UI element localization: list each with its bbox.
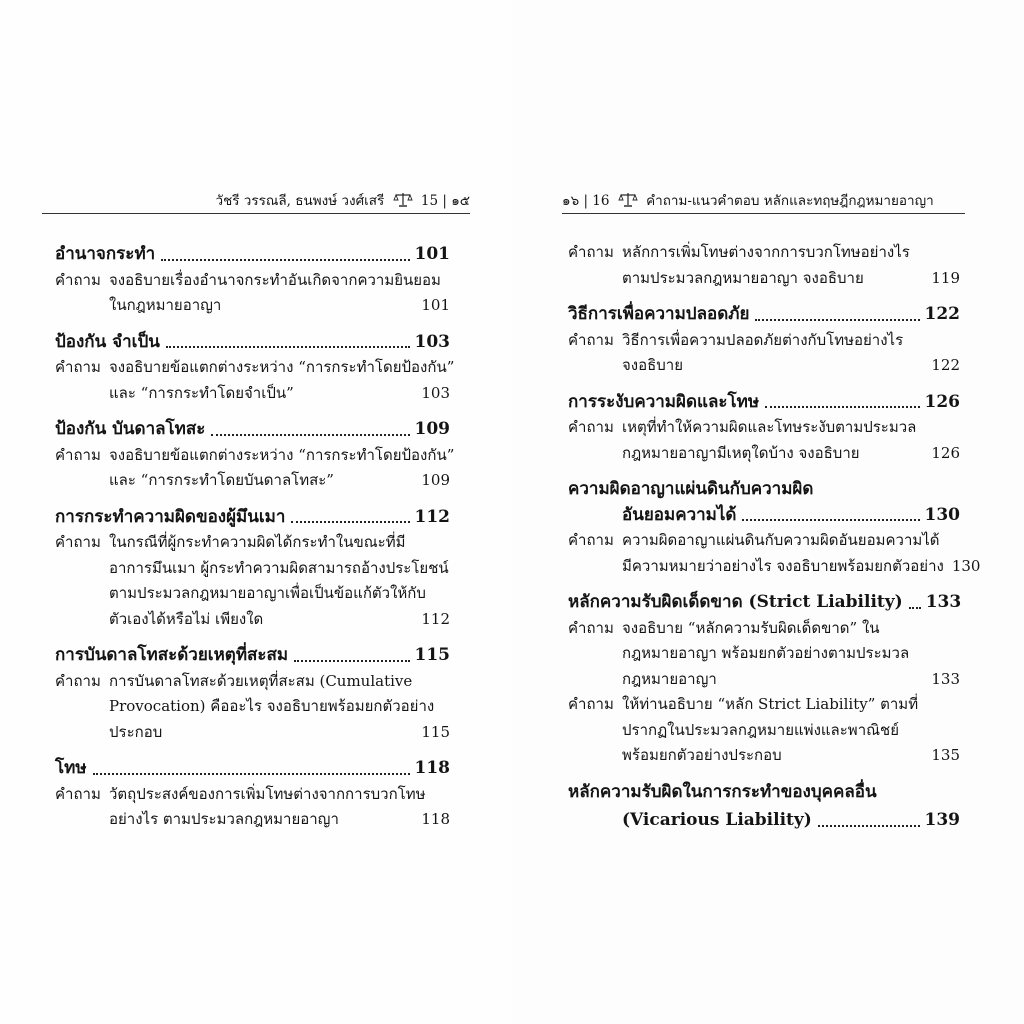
- toc-section: [55, 330, 455, 407]
- section-page-number: 122: [924, 304, 960, 324]
- toc-heading: [55, 330, 450, 356]
- question-last-line: [109, 381, 450, 407]
- question-entry: [55, 443, 455, 494]
- right-running-header: [562, 191, 965, 214]
- toc-heading: [55, 242, 450, 268]
- question-line: พร้อมยกตัวอย่างประกอบ: [622, 746, 782, 764]
- toc-heading: [568, 590, 960, 616]
- scales-of-justice-icon: [619, 192, 637, 207]
- question-page-number: 103: [421, 383, 450, 402]
- question-label: คำถาม: [55, 358, 101, 376]
- question-label: คำถาม: [568, 618, 614, 637]
- dot-leader: [755, 319, 919, 321]
- question-label: คำถาม: [568, 418, 614, 436]
- section-page-number: 139: [924, 810, 960, 830]
- section-page-number: 118: [414, 758, 450, 778]
- section-page-number: 101: [414, 244, 450, 264]
- question-entry: [568, 328, 960, 379]
- section-title: การบันดาลโทสะด้วยเหตุที่สะสม: [55, 645, 289, 665]
- dot-leader: [765, 406, 919, 408]
- question-entry: [55, 669, 450, 746]
- section-title: โทษ: [55, 758, 87, 778]
- question-label: คำถาม: [55, 445, 101, 464]
- section-page-number: 103: [414, 331, 450, 352]
- section-title: วิธีการเพื่อความปลอดภัย: [568, 304, 750, 324]
- section-title-continued: (Vicarious Liability): [622, 810, 812, 830]
- question-label: คำถาม: [55, 270, 101, 289]
- dot-leader: [294, 660, 409, 662]
- header-page-number: 15: [420, 193, 439, 209]
- toc-section: [55, 417, 455, 494]
- question-line: จงอธิบายเรื่องอำนาจกระทำอันเกิดจากความยินยอม: [109, 270, 441, 289]
- question-page-number: 101: [421, 296, 450, 314]
- toc-heading: [568, 503, 960, 529]
- question-line: กฎหมายอาญา พร้อมยกตัวอย่างตามประมวล: [622, 644, 910, 662]
- toc-section: [568, 390, 960, 467]
- toc-heading: [55, 505, 450, 531]
- question-label: คำถาม: [55, 671, 101, 690]
- question-line: วัตถุประสงค์ของการเพิ่มโทษต่างจากการบวกโทษ: [109, 784, 426, 803]
- toc-section: [568, 477, 981, 579]
- dot-leader: [161, 259, 409, 261]
- question-line: จงอธิบายข้อแตกต่างระหว่าง “การกระทำโดยป้องกัน”: [109, 445, 455, 464]
- header-page-number: 16: [592, 193, 610, 209]
- header-authors: วัชรี วรรณลี, ธนพงษ์ วงศ์เสรี: [215, 193, 385, 209]
- header-separator: |: [442, 193, 447, 209]
- question-last-line: [109, 807, 450, 833]
- question-line: ตัวเองได้หรือไม่ เพียงใด: [109, 609, 264, 628]
- question-last-line: [109, 468, 450, 494]
- question-page-number: 133: [931, 669, 960, 688]
- question-entry: [55, 782, 450, 833]
- question-entry: [55, 268, 450, 319]
- dot-leader: [211, 434, 409, 436]
- section-title: หลักความรับผิดในการกระทำของบุคคลอื่น: [568, 781, 877, 802]
- question-last-line: [622, 353, 960, 379]
- dot-leader: [742, 519, 919, 521]
- section-page-number: 112: [414, 506, 450, 527]
- toc-heading: [55, 756, 450, 782]
- question-entry: [568, 616, 960, 693]
- question-page-number: 122: [931, 356, 960, 374]
- question-last-line: [109, 293, 450, 319]
- section-page-number: 133: [925, 592, 962, 612]
- question-line: Provocation) คืออะไร จงอธิบายพร้อมยกตัวอย่าง: [109, 697, 435, 715]
- toc-heading: [568, 390, 960, 416]
- question-line: วิธีการเพื่อความปลอดภัยต่างกับโทษอย่างไร: [622, 330, 904, 349]
- toc-heading: [55, 417, 450, 443]
- section-title: หลักความรับผิดเด็ดขาด (Strict Liability): [568, 592, 903, 612]
- section-title: ป้องกัน บันดาลโทสะ: [55, 419, 206, 439]
- toc-heading: [568, 808, 960, 834]
- question-last-line: [622, 743, 960, 769]
- toc-section: [568, 302, 960, 379]
- question-line: จงอธิบาย “หลักความรับผิดเด็ดขาด” ใน: [622, 618, 880, 637]
- question-entry: [55, 355, 455, 406]
- question-entry: [568, 240, 960, 291]
- question-entry: [568, 528, 981, 579]
- question-label: คำถาม: [568, 695, 614, 713]
- question-entry: [55, 530, 450, 632]
- question-line: อย่างไร ตามประมวลกฎหมายอาญา: [109, 810, 339, 828]
- question-page-number: 118: [421, 810, 450, 828]
- question-line: และ “การกระทำโดยบันดาลโทสะ”: [109, 471, 334, 489]
- question-line: ในกรณีที่ผู้กระทำความผิดได้กระทำในขณะที่มี: [109, 533, 406, 551]
- question-line: กฎหมายอาญามีเหตุใดบ้าง จงอธิบาย: [622, 443, 860, 462]
- section-title: อำนาจกระทำ: [55, 244, 156, 264]
- question-last-line: [109, 607, 450, 633]
- toc-heading: [55, 643, 450, 669]
- toc-section: [55, 643, 450, 745]
- question-line: ในกฎหมายอาญา: [109, 296, 222, 314]
- question-label: คำถาม: [568, 531, 614, 549]
- question-label: คำถาม: [568, 243, 614, 261]
- question-last-line: [622, 266, 960, 292]
- toc-section: [55, 505, 450, 633]
- question-line: มีความหมายว่าอย่างไร จงอธิบายพร้อมยกตัวอย่าง: [622, 556, 944, 575]
- question-entry: [568, 415, 960, 466]
- toc-section: [55, 242, 450, 319]
- section-title: ป้องกัน จำเป็น: [55, 331, 160, 352]
- right-toc-column: [568, 240, 981, 834]
- dot-leader: [818, 825, 920, 827]
- question-page-number: 115: [421, 722, 450, 741]
- question-line: หลักการเพิ่มโทษต่างจากการบวกโทษอย่างไร: [622, 243, 910, 261]
- question-line: และ “การกระทำโดยจำเป็น”: [109, 383, 294, 402]
- question-line: จงอธิบาย: [622, 356, 684, 374]
- question-line: ปรากฏในประมวลกฎหมายแพ่งและพาณิชย์: [622, 720, 900, 739]
- question-line: ประกอบ: [109, 722, 163, 741]
- question-line: ให้ท่านอธิบาย “หลัก Strict Liability” ตามที่: [622, 695, 919, 713]
- question-page-number: 130: [951, 556, 981, 575]
- question-line: ความผิดอาญาแผ่นดินกับความผิดอันยอมความได้: [622, 531, 940, 549]
- dot-leader: [909, 607, 921, 609]
- question-last-line: [109, 720, 450, 746]
- question-line: เหตุที่ทำให้ความผิดและโทษระงับตามประมวล: [622, 418, 917, 436]
- question-page-number: 112: [421, 609, 450, 628]
- question-entry: [568, 692, 960, 769]
- left-toc-column: [55, 242, 455, 833]
- section-title-continued: อันยอมความได้: [622, 504, 737, 525]
- question-last-line: [622, 554, 981, 580]
- toc-heading: [568, 302, 960, 328]
- question-line: จงอธิบายข้อแตกต่างระหว่าง “การกระทำโดยป้องกัน”: [109, 358, 455, 376]
- question-line: ตามประมวลกฎหมายอาญาเพื่อเป็นข้อแก้ตัวให้กับ: [109, 584, 426, 602]
- question-page-number: 126: [931, 443, 960, 462]
- dot-leader: [291, 521, 409, 523]
- question-line: การบันดาลโทสะด้วยเหตุที่สะสม (Cumulative: [109, 671, 413, 690]
- header-book-title: คำถาม-แนวคำตอบ หลักและทฤษฎีกฎหมายอาญา: [646, 193, 934, 209]
- dot-leader: [93, 773, 410, 775]
- question-label: คำถาม: [55, 533, 101, 551]
- section-page-number: 130: [924, 504, 960, 525]
- toc-section-continued: [568, 240, 960, 291]
- header-page-number-thai: ๑๕: [451, 193, 470, 209]
- toc-section: [55, 756, 450, 833]
- question-last-line: [622, 667, 960, 693]
- dot-leader: [166, 346, 410, 348]
- question-line: กฎหมายอาญา: [622, 669, 717, 688]
- section-page-number: 109: [414, 419, 450, 439]
- section-title: การกระทำความผิดของผู้มึนเมา: [55, 506, 286, 527]
- question-line: อาการมึนเมา ผู้กระทำความผิดสามารถอ้างประโยชน์: [109, 558, 449, 577]
- scales-of-justice-icon: [394, 192, 412, 207]
- question-label: คำถาม: [55, 784, 101, 803]
- question-line: ตามประมวลกฎหมายอาญา จงอธิบาย: [622, 268, 864, 287]
- question-page-number: 119: [931, 268, 960, 287]
- question-last-line: [622, 441, 960, 467]
- section-title: ความผิดอาญาแผ่นดินกับความผิด: [568, 479, 814, 499]
- left-running-header: [42, 191, 470, 214]
- question-page-number: 109: [421, 471, 450, 489]
- section-page-number: 126: [924, 391, 960, 412]
- question-label: คำถาม: [568, 330, 614, 349]
- header-separator: |: [583, 193, 588, 209]
- section-page-number: 115: [414, 645, 450, 665]
- header-page-number-thai: ๑๖: [562, 193, 580, 209]
- question-page-number: 135: [931, 746, 960, 764]
- section-title: การระงับความผิดและโทษ: [568, 391, 760, 412]
- toc-section: [568, 590, 960, 769]
- toc-section: [568, 780, 960, 834]
